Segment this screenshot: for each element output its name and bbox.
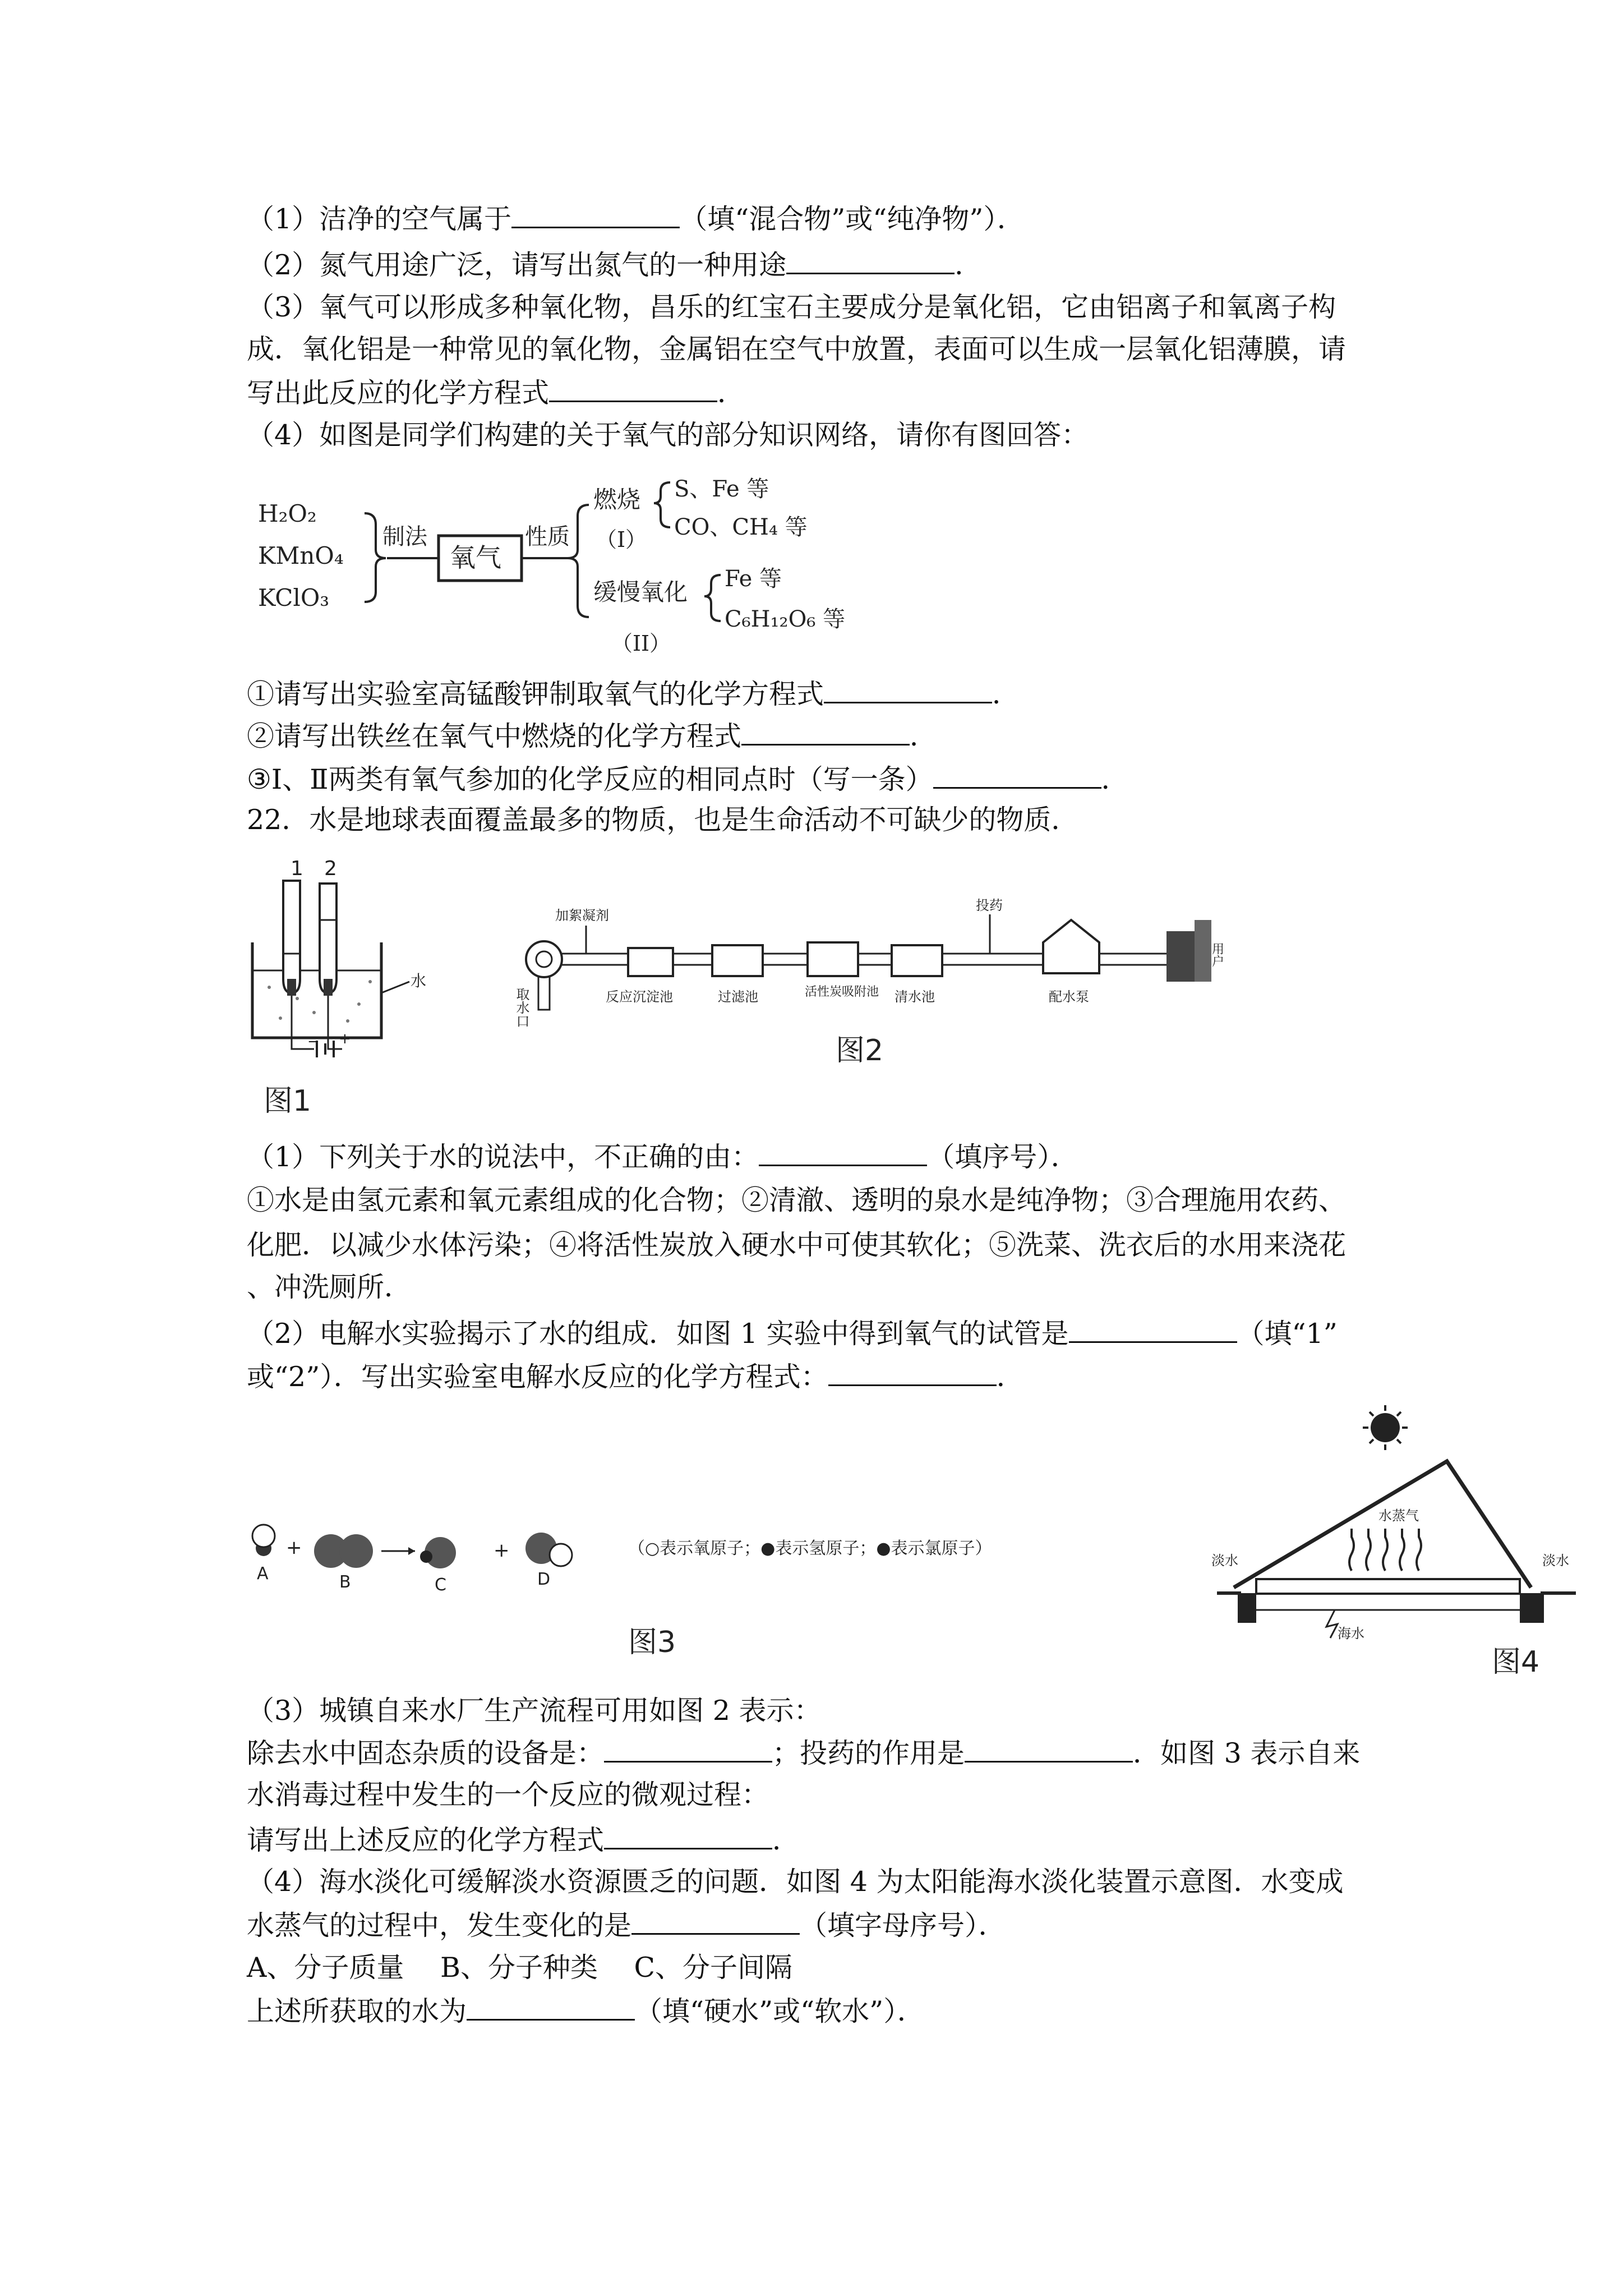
fig3-molecule-c — [420, 1537, 456, 1568]
s3-answer-blank-equation[interactable] — [604, 1822, 772, 1849]
fig2-pump-label: 配水泵 — [1049, 989, 1089, 1005]
fig3-plus-2: + — [494, 1539, 510, 1562]
q1-text: （1）洁净的空气属于 — [247, 203, 512, 235]
s4-l4-end: （填“硬水”或“软水”）． — [635, 1995, 925, 2027]
sub3-text-end: ． — [1101, 763, 1129, 795]
s3-l4-end: ． — [772, 1824, 800, 1856]
fig3-label-a: A — [257, 1564, 269, 1584]
s4-line4 — [247, 1993, 925, 2028]
s3-l2-end: ．如图 3 表示自来 — [1133, 1737, 1361, 1769]
s3-line3: 水消毒过程中发生的一个反应的微观过程： — [247, 1779, 769, 1811]
sub1-text: ①请写出实验室高锰酸钾制取氧气的化学方程式 — [247, 678, 824, 710]
q3-answer-blank[interactable] — [549, 375, 717, 402]
sub3-text: ③Ⅰ、Ⅱ两类有氧气参加的化学反应的相同点时（写一条） — [247, 763, 933, 795]
fig4-basin — [1256, 1579, 1520, 1594]
fig2-sediment-label: 反应沉淀池 — [606, 989, 673, 1005]
fig4-vapor-label: 水蒸气 — [1378, 1508, 1419, 1524]
fig2-dosing-label: 投药 — [976, 898, 1003, 913]
network-huanman-b: C₆H₁₂O₆ 等 — [725, 606, 846, 632]
sub1-answer-blank[interactable] — [824, 676, 992, 703]
fig2-intake-label: 取水口 — [514, 987, 529, 1028]
q1-line — [247, 201, 1025, 236]
s3-l2-mid: ；投药的作用是 — [772, 1737, 965, 1769]
fig3-molecule-b — [314, 1534, 373, 1568]
network-brace-ii — [704, 575, 721, 621]
sub2-text: ②请写出铁丝在氧气中燃烧的化学方程式 — [247, 720, 742, 752]
s3-l2-text: 除去水中固态杂质的设备是： — [247, 1737, 605, 1769]
q4-line: （4）如图是同学们构建的关于氧气的部分知识网络，请你有图回答： — [247, 419, 1089, 451]
network-label-ii: （II） — [611, 631, 671, 656]
network-brace-i — [654, 482, 670, 527]
network-h2o2: H₂O₂ — [258, 500, 317, 527]
fig1-caption: 图1 — [264, 1084, 312, 1118]
s3-line1: （3）城镇自来水厂生产流程可用如图 2 表示： — [247, 1695, 822, 1727]
s4-l4-text: 上述所获取的水为 — [247, 1995, 467, 2027]
network-huanman: 缓慢氧化 — [593, 578, 688, 606]
sub1-text-end: ． — [992, 678, 1020, 710]
fig3-molecule-d — [525, 1533, 572, 1566]
fig4-vapor-arrows — [1349, 1529, 1421, 1571]
q2-text-end: ． — [955, 249, 983, 281]
fig2-clear-label: 清水池 — [895, 989, 935, 1005]
fig3-label-b: B — [339, 1572, 351, 1592]
sub2-answer-blank[interactable] — [741, 718, 910, 746]
q3-line2: 成．氧化铝是一种常见的氧化物，金属铝在空气中放置，表面可以生成一层氧化铝薄膜，请 — [247, 333, 1347, 365]
s1-opts-line3: 、冲洗厕所． — [247, 1271, 412, 1303]
fig1-tube2-label: 2 — [324, 857, 337, 880]
s1-answer-blank[interactable] — [759, 1139, 927, 1166]
s3-l4-text: 请写出上述反应的化学方程式 — [247, 1824, 605, 1856]
fig2-caption: 图2 — [836, 1034, 884, 1068]
fig2-carbon-tank — [808, 942, 858, 976]
s2-answer-blank-tube[interactable] — [1069, 1315, 1237, 1343]
s2-line2-end: ． — [996, 1361, 1024, 1393]
fig2-intake-pump — [526, 941, 562, 977]
oxygen-network-figure — [252, 474, 880, 665]
fig1-minus-sign: − — [307, 1033, 320, 1050]
fig4-sea-label: 海水 — [1338, 1626, 1364, 1641]
fig4-sea-pointer — [1326, 1610, 1338, 1638]
network-right-brace — [568, 505, 589, 617]
s3-line2 — [247, 1735, 1360, 1770]
sub3-line — [247, 761, 1129, 797]
figure-2-waterworks — [514, 898, 1251, 1088]
s1-opts-line2: 化肥．以减少水体污染；④将活性炭放入硬水中可使其软化；⑤洗菜、洗衣后的水用来浇花 — [247, 1229, 1347, 1261]
fig4-glass-cover — [1234, 1461, 1531, 1588]
q2-line — [247, 247, 982, 282]
network-ranshao-a: S、Fe 等 — [674, 476, 769, 502]
fig1-trough — [252, 942, 381, 1038]
s4-l2-text: 水蒸气的过程中，发生变化的是 — [247, 1910, 632, 1941]
s2-line2 — [247, 1359, 1024, 1394]
fig2-carbon-label: 活性炭吸附池 — [805, 985, 879, 999]
fig4-caption: 图4 — [1492, 1645, 1540, 1679]
q2-answer-blank[interactable] — [786, 247, 955, 274]
fig3-arrow-head — [408, 1547, 415, 1555]
fig1-tube1-label: 1 — [291, 857, 303, 880]
sub2-line — [247, 718, 937, 753]
network-ranshao-b: CO、CH₄ 等 — [674, 514, 808, 540]
s3-answer-blank-dosing[interactable] — [965, 1735, 1133, 1763]
network-ranshao: 燃烧 — [593, 486, 641, 513]
fig3-legend: （○表示氧原子；●表示氢原子；●表示氯原子） — [628, 1539, 992, 1558]
figure-3-reaction — [247, 1515, 1144, 1683]
s4-answer-blank-change[interactable] — [631, 1907, 800, 1935]
s4-options: A、分子质量 B、分子种类 C、分子间隔 — [247, 1952, 793, 1984]
s1-line — [247, 1139, 1078, 1174]
fig4-fresh-left: 淡水 — [1211, 1553, 1238, 1568]
sub2-text-end: ． — [910, 720, 938, 752]
q1-text-end: （填“混合物”或“纯净物”）． — [680, 203, 1025, 235]
fig2-filter-tank — [712, 945, 763, 976]
s1-opts-line1: ①水是由氢元素和氧元素组成的化合物；②清澈、透明的泉水是纯净物；③合理施用农药、 — [247, 1184, 1347, 1216]
fig3-caption: 图3 — [628, 1626, 676, 1659]
sun-icon — [1363, 1405, 1408, 1450]
s2-text: （2）电解水实验揭示了水的组成．如图 1 实验中得到氧气的试管是 — [247, 1318, 1069, 1350]
network-huanman-a: Fe 等 — [725, 566, 782, 592]
s3-answer-blank-device[interactable] — [604, 1735, 772, 1763]
network-zhifa-label: 制法 — [382, 524, 427, 550]
s2-text-end: （填“1” — [1237, 1318, 1338, 1350]
q2-text: （2）氮气用途广泛，请写出氮气的一种用途 — [247, 249, 787, 281]
fig3-label-c: C — [435, 1575, 446, 1595]
s4-l2-end: （填字母序号）． — [800, 1910, 1006, 1941]
fig1-electrode2 — [324, 979, 333, 996]
s4-line1: （4）海水淡化可缓解淡水资源匮乏的问题．如图 4 为太阳能海水淡化装置示意图．水变成 — [247, 1866, 1344, 1898]
s3-line4 — [247, 1822, 800, 1857]
fig2-intake-inner — [536, 951, 552, 967]
figure-4-desalination — [1200, 1402, 1593, 1694]
fig3-plus-1: + — [286, 1536, 302, 1559]
s1-text: （1）下列关于水的说法中，不正确的由： — [247, 1141, 759, 1173]
sub1-line — [247, 676, 1020, 711]
fig1-plus-sign: + — [339, 1030, 351, 1047]
q3-line1: （3）氧气可以形成多种氧化物，昌乐的红宝石主要成分是氧化铝，它由铝离子和氧离子构 — [247, 291, 1336, 323]
fig3-molecule-a — [252, 1525, 275, 1556]
s4-answer-blank-water[interactable] — [467, 1993, 635, 2021]
fig2-user-building — [1166, 920, 1211, 982]
fig2-intake-pipe — [538, 976, 550, 1010]
fig2-user-label: 用户 — [1210, 942, 1224, 967]
fig4-fresh-right: 淡水 — [1542, 1553, 1569, 1568]
sub3-answer-blank[interactable] — [933, 761, 1101, 789]
network-center-label: 氧气 — [450, 542, 501, 573]
q3-text: 写出此反应的化学方程式 — [247, 377, 550, 409]
fig4-right-block — [1520, 1593, 1542, 1621]
fig2-pump-house — [1043, 920, 1099, 973]
q3-text-end: ． — [717, 377, 745, 409]
q22-title: 22．水是地球表面覆盖最多的物质，也是生命活动不可缺少的物质． — [247, 804, 1079, 836]
fig1-water-label: 水 — [411, 972, 427, 990]
q1-answer-blank[interactable] — [511, 201, 680, 228]
fig3-label-d: D — [537, 1570, 551, 1589]
fig4-left-block — [1239, 1593, 1256, 1621]
s1-text-end: （填序号）． — [927, 1141, 1078, 1173]
fig1-electrode1 — [287, 979, 296, 996]
fig2-sediment-tank — [628, 948, 673, 976]
fig1-tube1 — [283, 881, 300, 993]
s2-line2-text: 或“2”）．写出实验室电解水反应的化学方程式： — [247, 1361, 828, 1393]
s4-line2 — [247, 1907, 1006, 1943]
fig2-coagulant-label: 加絮凝剂 — [555, 908, 609, 923]
fig1-tube2 — [320, 884, 336, 993]
network-kmno4: KMnO₄ — [258, 542, 344, 569]
fig1-water-pointer — [381, 982, 409, 993]
q3-line3 — [247, 375, 745, 410]
network-xingzhi-label: 性质 — [525, 524, 570, 550]
s2-answer-blank-equation[interactable] — [828, 1359, 997, 1386]
network-label-i: （I） — [596, 527, 647, 552]
fig2-filter-label: 过滤池 — [718, 989, 758, 1005]
fig2-clear-tank — [892, 945, 942, 976]
s2-line — [247, 1315, 1338, 1351]
figure-1-electrolysis — [247, 853, 437, 1122]
network-kclo3: KClO₃ — [258, 584, 330, 611]
